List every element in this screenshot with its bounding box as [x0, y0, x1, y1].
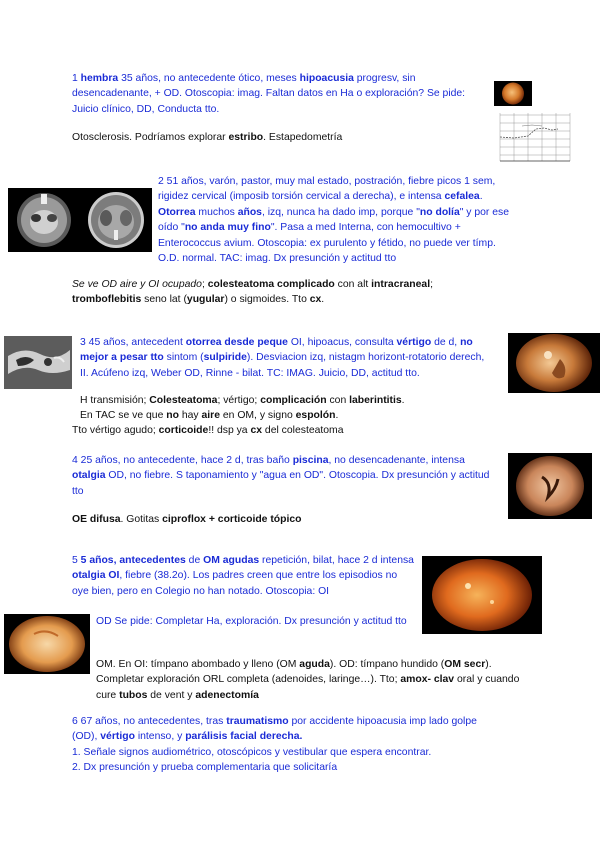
- case-4-answer: OE difusa. Gotitas ciproflox + corticoide tópico: [72, 514, 302, 525]
- case-1-answer: Otosclerosis. Podríamos explorar estribo. Estapedometría: [72, 132, 343, 143]
- ct-temporal-bone-image-case-3: [4, 336, 72, 389]
- case-6-question: 6 67 años, no antecedentes, tras traumatismo por accidente hipoacusia imp lado golpe (OD), vértigo intenso, y parálisis facial derecha.: [72, 716, 477, 743]
- ct-scan-image-case-2: [8, 188, 152, 252]
- otoscopy-image-case-5-left-ear: [422, 556, 542, 634]
- case-3-answer-line-1: H transmisión; Colesteatoma; vértigo; complicación con laberintitis.: [80, 395, 405, 406]
- case-4-question: 4 25 años, no antecedente, hace 2 d, tras baño piscina, no desencadenante, intensa otalgia OD, no fiebre. S taponamiento y "agua en OD". Otoscopia. Dx presunción y actitud tto: [72, 455, 490, 497]
- case-5-question: 5 5 años, antecedentes de OM agudas repetición, bilat, hace 2 d intensa otalgia OI, fiebre (38.2o). Los padres creen que entre los episodios no oye bien, pero en Colegio no han notado. Otoscopia: OI: [72, 555, 414, 597]
- otoscopy-image-case-4: [508, 453, 592, 519]
- case-5-answer: OM. En OI: tímpano abombado y lleno (OM aguda). OD: tímpano hundido (OM secr). Completar exploración ORL completa (adenoides, laringe…). Tto; amox- clav oral y cuando cure tubos de vent y adenectomía: [96, 659, 520, 701]
- case-2-answer: Se ve OD aire y OI ocupado; colesteatoma complicado con alt intracraneal; tromboflebitis seno lat (yugular) o sigmoides. Tto cx.: [72, 279, 433, 306]
- otoscopy-image-case-1: [494, 81, 532, 106]
- audiogram-case-1: [492, 111, 574, 164]
- case-1-question: 1 hembra 35 años, no antecedente ótico, meses hipoacusia progresv, sin desencadenante, + OD. Otoscopia: imag. Faltan datos en Ha o exploración? Se pide: Juicio clínico, DD, Conducta tto.: [72, 73, 466, 115]
- case-6-item-1: 1. Señale signos audiométrico, otoscópicos y vestibular que espera encontrar.: [72, 747, 432, 758]
- case-3-answer-line-2: En TAC se ve que no hay aire en OM, y signo espolón.: [80, 410, 339, 421]
- case-6-item-2: 2. Dx presunción y prueba complementaria que solicitaría: [72, 762, 338, 773]
- case-3-question: 3 45 años, antecedent otorrea desde peque OI, hipoacus, consulta vértigo de d, no mejor a pesar tto sintom (sulpiride). Desviacion izq, nistagm horizont-rotatorio derech, II. Acúfeno izq, Weber OD, Rinne - bilat. TC: IMAG. Juicio, DD, actitud tto.: [80, 337, 485, 379]
- case-5-question-continued: OD Se pide: Completar Ha, exploración. Dx presunción y actitud tto: [96, 616, 407, 627]
- case-2-question: 2 51 años, varón, pastor, muy mal estado, postración, fiebre picos 1 sem, rigidez cervical (imposib torsión cervical a derecha), e intensa cefalea. Otorrea muchos años, izq, nunca ha dado imp, porque "no dolía" y por ese oído "no anda muy fino". Pasa a med Interna, con hemocultivo + Enterococcus avium. Otoscopia: ex purulento y fétido, no puede ver tímp. O.D. normal. TAC: imag. Dx presunción y actitud tto: [158, 176, 510, 265]
- otoscopy-image-case-3: [508, 333, 600, 393]
- otoscopy-image-case-5-right-ear: [4, 614, 90, 674]
- case-3-answer-line-3: Tto vértigo agudo; corticoide!! dsp ya cx del colesteatoma: [72, 425, 344, 436]
